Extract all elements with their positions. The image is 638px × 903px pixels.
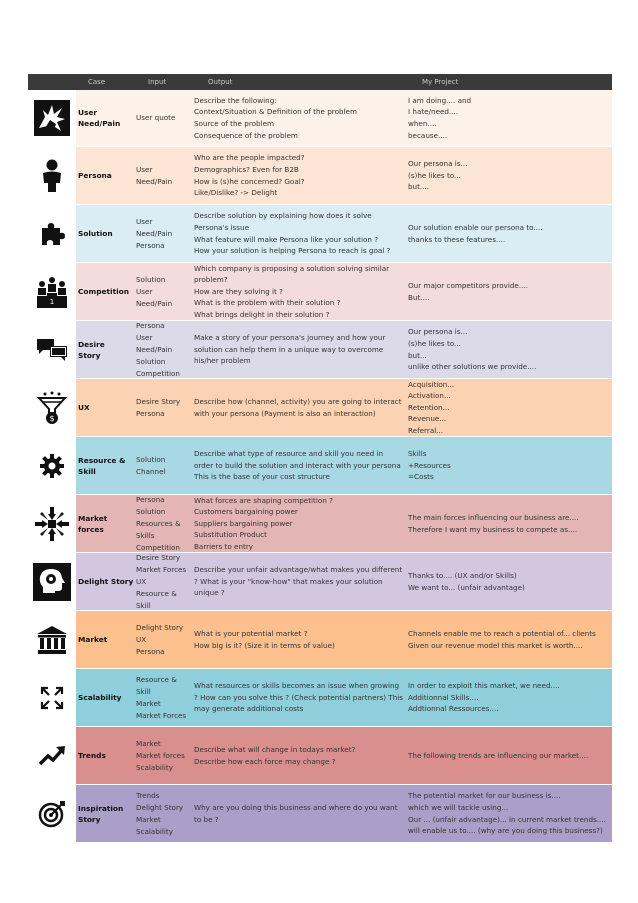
output-cell-line: Context/Situation & Definition of the problem <box>194 107 357 117</box>
header-input: Input <box>148 78 167 86</box>
head-gear-icon <box>28 553 76 610</box>
output-cell-line: What is the problem with their solution ? <box>194 298 341 308</box>
project-cell-line: In order to exploit this market, we need.... <box>408 681 560 691</box>
row-market-forces <box>28 495 612 553</box>
project-cell-line: The potential market for our business is.... <box>408 791 561 801</box>
puzzle-icon <box>28 205 76 262</box>
input-cell <box>136 553 194 610</box>
output-cell-line: What resources or skills becomes an issue when growing <box>194 681 400 691</box>
output-cell-line: Describe your unfair advantage/what makes you different <box>194 565 403 575</box>
output-cell-line: How big is it? (Size it in terms of value) <box>194 640 335 650</box>
table-body <box>28 90 612 843</box>
podium-icon <box>28 263 76 320</box>
input-cell-line: Competition <box>136 542 180 552</box>
output-cell-line: to be ? <box>194 814 219 824</box>
input-cell-line: Delight Story <box>136 802 184 812</box>
input-cell-line: Desire Story <box>136 396 181 406</box>
project-cell-line: +Resources <box>408 460 451 470</box>
project-cell-line: (s)he likes to... <box>408 338 461 348</box>
input-cell <box>136 611 194 668</box>
output-cell <box>194 147 408 204</box>
input-cell-line: Market forces <box>136 750 185 760</box>
project-cell <box>408 205 612 262</box>
project-cell-line: unlike other solutions we provide.... <box>408 362 537 372</box>
input-cell-line: Solution <box>136 506 166 516</box>
input-cell-line: Desire Story <box>136 553 181 562</box>
case-label-line: UX <box>78 403 90 412</box>
output-cell-line: Describe how each force may change ? <box>194 756 336 766</box>
input-cell-line: Market <box>136 814 161 824</box>
project-cell-line: Our persona is... <box>408 327 468 337</box>
project-cell <box>408 611 612 668</box>
project-cell <box>408 90 612 146</box>
case-label <box>76 321 136 378</box>
input-cell-line: Channel <box>136 466 166 476</box>
output-cell-line: Like/Dislike? -> Delight <box>194 188 278 198</box>
bank-icon <box>28 611 76 668</box>
project-cell <box>408 437 612 494</box>
input-cell-line: UX <box>136 634 147 644</box>
input-cell <box>136 785 194 842</box>
project-cell-line: Acquisition... <box>408 379 455 389</box>
output-cell <box>194 611 408 668</box>
output-cell <box>194 263 408 320</box>
output-cell-line: his/her problem <box>194 356 251 366</box>
input-cell-line: Skill <box>136 686 151 696</box>
project-cell-line: Skills <box>408 449 427 459</box>
input-cell-line: Resource & <box>136 588 177 598</box>
output-cell-line: may generate additional costs <box>194 704 304 714</box>
output-cell <box>194 785 408 842</box>
output-cell-line: Source of the problem <box>194 119 275 128</box>
case-label-line: Skill <box>78 466 96 476</box>
row-ux <box>28 379 612 437</box>
input-cell-line: User <box>136 286 153 296</box>
input-cell-line: Skill <box>136 600 151 610</box>
expand-arrows-icon <box>28 669 76 726</box>
case-label <box>76 90 136 146</box>
output-cell-line: Suppliers bargaining power <box>194 518 293 528</box>
project-cell-line: We want to... (unfair advantage) <box>408 582 525 592</box>
project-cell-line: but.... <box>408 182 430 192</box>
trend-arrow-icon <box>28 727 76 784</box>
project-cell <box>408 147 612 204</box>
case-label-line: Persona <box>78 171 112 180</box>
output-cell-line: What feature will make Persona like your solution ? <box>194 234 379 244</box>
header-case: Case <box>88 78 106 86</box>
output-cell-line: How are they solving it ? <box>194 286 283 296</box>
input-cell-line: User <box>136 332 153 342</box>
project-cell-line: (s)he likes to... <box>408 170 461 180</box>
output-cell-line: Describe the following: <box>194 95 277 105</box>
input-cell-line: Solution <box>136 454 166 464</box>
case-label-line: Solution <box>78 229 113 238</box>
case-label <box>76 205 136 262</box>
output-cell-line: order to build the solution and interact with your persona <box>194 460 401 470</box>
project-cell-line: Revenue... <box>408 414 447 424</box>
output-cell <box>194 727 408 784</box>
project-cell <box>408 785 612 842</box>
output-cell-line: Consequence of the problem <box>194 130 298 140</box>
project-cell-line: The following trends are influencing our market.... <box>408 750 589 760</box>
case-label-line: Story <box>78 350 101 360</box>
output-cell-line: This is the base of your cost structure <box>194 472 330 482</box>
case-label-line: Desire <box>78 339 105 349</box>
project-cell-line: but... <box>408 350 427 360</box>
hand-burst-icon <box>28 90 76 146</box>
project-cell-line: Additionnal Skills.... <box>408 692 479 702</box>
input-cell <box>136 727 194 784</box>
project-cell <box>408 379 612 436</box>
case-label-line: Scalability <box>78 693 122 702</box>
row-resource-skill <box>28 437 612 495</box>
case-label <box>76 669 136 726</box>
gear-icon <box>28 437 76 494</box>
input-cell-line: Persona <box>136 408 165 418</box>
header-my-project: My Project <box>422 78 459 86</box>
input-cell-line: Persona <box>136 646 165 656</box>
output-cell <box>194 437 408 494</box>
case-label-line: Trends <box>78 751 106 760</box>
person-icon <box>28 147 76 204</box>
case-label-line: Inspiration <box>78 803 124 813</box>
framework-table <box>28 74 612 843</box>
input-cell-line: Market <box>136 738 161 748</box>
row-trends <box>28 727 612 785</box>
output-cell-line: Who are the people impacted? <box>194 153 305 163</box>
output-cell <box>194 321 408 378</box>
case-label-line: Resource & <box>78 455 126 465</box>
row-inspiration-story <box>28 785 612 843</box>
row-user-need-pain <box>28 90 612 147</box>
output-cell-line: Make a story of your persona's journey and how your <box>194 333 386 343</box>
target-icon <box>28 785 76 842</box>
output-cell-line: with your persona (Payment is also an interaction) <box>194 408 376 418</box>
project-cell-line: Activation... <box>408 391 451 401</box>
output-cell-line: What brings delight in their solution ? <box>194 309 330 319</box>
project-cell-line: Our solution enable our persona to.... <box>408 222 543 232</box>
funnel-icon <box>28 379 76 436</box>
case-label <box>76 147 136 204</box>
project-cell <box>408 321 612 378</box>
input-cell-line: Persona <box>136 495 165 504</box>
row-scalability <box>28 669 612 727</box>
project-cell-line: Therefore I want my business to compete as.... <box>408 524 578 534</box>
project-cell-line: I hate/need.... <box>408 107 459 117</box>
input-cell <box>136 495 194 552</box>
input-cell-line: Need/Pain <box>136 228 173 238</box>
project-cell-line: Thanks to.... (UX and/or Skills) <box>408 570 517 580</box>
svg-text:1: 1 <box>49 297 55 306</box>
input-cell-line: Resources & <box>136 518 181 528</box>
output-cell-line: Demographics? Even for B2B <box>194 164 299 174</box>
input-cell-line: Persona <box>136 321 165 330</box>
project-cell-line: Addtionnal Ressources.... <box>408 704 499 714</box>
project-cell <box>408 669 612 726</box>
input-cell <box>136 90 194 146</box>
row-desire-story <box>28 321 612 379</box>
input-cell-line: Competition <box>136 368 180 378</box>
output-cell <box>194 90 408 146</box>
output-cell <box>194 553 408 610</box>
case-label <box>76 611 136 668</box>
output-cell-line: Describe what type of resource and skill you need in <box>194 449 384 459</box>
case-label <box>76 495 136 552</box>
row-solution <box>28 205 612 263</box>
project-cell-line: which we will tackle using... <box>408 802 509 812</box>
output-cell-line: How your solution is helping Persona to reach is goal ? <box>194 246 391 256</box>
input-cell <box>136 321 194 378</box>
output-cell-line: problem? <box>194 275 228 285</box>
input-cell <box>136 147 194 204</box>
input-cell-line: Solution <box>136 356 166 366</box>
case-label-line: User <box>78 108 98 117</box>
row-persona <box>28 147 612 205</box>
project-cell-line: =Costs <box>408 472 434 482</box>
input-cell-line: User <box>136 164 153 174</box>
output-cell-line: Which company is proposing a solution solving similar <box>194 263 390 273</box>
project-cell <box>408 727 612 784</box>
converging-arrows-icon <box>28 495 76 552</box>
input-cell-line: Need/Pain <box>136 176 173 186</box>
case-label-line: Market <box>78 513 108 523</box>
header-output: Output <box>208 78 233 86</box>
output-cell-line: Persona's issue <box>194 222 250 232</box>
input-cell-line: User <box>136 216 153 226</box>
project-cell <box>408 263 612 320</box>
chat-bubbles-icon <box>28 321 76 378</box>
input-cell <box>136 437 194 494</box>
case-label <box>76 785 136 842</box>
input-cell-line: Resource & <box>136 674 177 684</box>
project-cell-line: Our major competitors provide.... <box>408 280 528 290</box>
input-cell-line: UX <box>136 576 147 586</box>
case-label-line: Story <box>78 814 101 824</box>
input-cell-line: Scalability <box>136 826 173 836</box>
project-cell-line: because.... <box>408 130 448 140</box>
input-cell-line: Skills <box>136 530 155 540</box>
case-label-line: forces <box>78 524 104 534</box>
input-cell-line: Scalability <box>136 762 173 772</box>
output-cell-line: unique ? <box>194 588 225 598</box>
project-cell <box>408 495 612 552</box>
project-cell <box>408 553 612 610</box>
input-cell <box>136 205 194 262</box>
case-label <box>76 727 136 784</box>
input-cell-line: Market Forces <box>136 710 187 720</box>
table-header <box>28 74 612 90</box>
input-cell <box>136 379 194 436</box>
output-cell-line: What forces are shaping competition ? <box>194 495 333 505</box>
row-competition <box>28 263 612 321</box>
output-cell <box>194 379 408 436</box>
output-cell-line: ? What is your "know-how" that makes your solution <box>194 576 383 586</box>
output-cell-line: solution can help them in a unique way to overcome <box>194 344 384 354</box>
output-cell-line: Customers bargaining power <box>194 507 298 517</box>
output-cell <box>194 669 408 726</box>
case-label <box>76 263 136 320</box>
project-cell-line: Retention... <box>408 402 450 412</box>
input-cell-line: Need/Pain <box>136 298 173 308</box>
output-cell-line: What is your potential market ? <box>194 628 308 638</box>
project-cell-line: Our ... (unfair advantage)... in current market trends.... <box>408 814 606 824</box>
project-cell-line: thanks to these features.... <box>408 234 506 244</box>
input-cell <box>136 669 194 726</box>
input-cell-line: Persona <box>136 240 165 250</box>
input-cell-line: Solution <box>136 274 166 284</box>
case-label <box>76 379 136 436</box>
input-cell-line: Market Forces <box>136 564 187 574</box>
output-cell-line: Why are you doing this business and where do you want <box>194 802 398 812</box>
input-cell-line: Trends <box>136 790 160 800</box>
project-cell-line: when.... <box>408 119 437 128</box>
svg-text:$: $ <box>49 413 55 423</box>
case-label-line: Delight Story <box>78 577 134 586</box>
output-cell-line: Describe how (channel, activity) you are going to interact <box>194 396 402 406</box>
case-label-line: Competition <box>78 287 129 296</box>
row-market <box>28 611 612 669</box>
case-label-line: Need/Pain <box>78 119 121 128</box>
input-cell-line: Need/Pain <box>136 344 173 354</box>
project-cell-line: Channels enable me to reach a potential of... clients <box>408 628 596 638</box>
output-cell <box>194 495 408 552</box>
output-cell-line: Describe solution by explaining how does it solve <box>194 211 372 221</box>
output-cell-line: How is (s)he concerned? Goal? <box>194 176 305 186</box>
input-cell-line: Market <box>136 698 161 708</box>
output-cell-line: ? How can you solve this ? (Check potential partners) This <box>194 692 403 702</box>
case-label-line: Market <box>78 635 108 644</box>
output-cell-line: Describe what will change in todays market? <box>194 744 356 754</box>
output-cell-line: Barriers to entry <box>194 541 254 551</box>
project-cell-line: will enable us to.... (why are you doing this business?) <box>408 826 603 836</box>
output-cell-line: Substitution Product <box>194 530 267 540</box>
project-cell-line: Referral... <box>408 425 444 435</box>
input-cell <box>136 263 194 320</box>
case-label <box>76 437 136 494</box>
project-cell-line: But.... <box>408 292 430 302</box>
project-cell-line: Given our revenue model this market is worth.... <box>408 640 583 650</box>
input-cell-line: User quote <box>136 113 176 122</box>
project-cell-line: I am doing.... and <box>408 95 472 105</box>
input-cell-line: Delight Story <box>136 622 184 632</box>
row-delight-story <box>28 553 612 611</box>
output-cell <box>194 205 408 262</box>
project-cell-line: Our persona is... <box>408 159 468 169</box>
case-label <box>76 553 136 610</box>
project-cell-line: The main forces influencing our business are.... <box>408 512 579 522</box>
